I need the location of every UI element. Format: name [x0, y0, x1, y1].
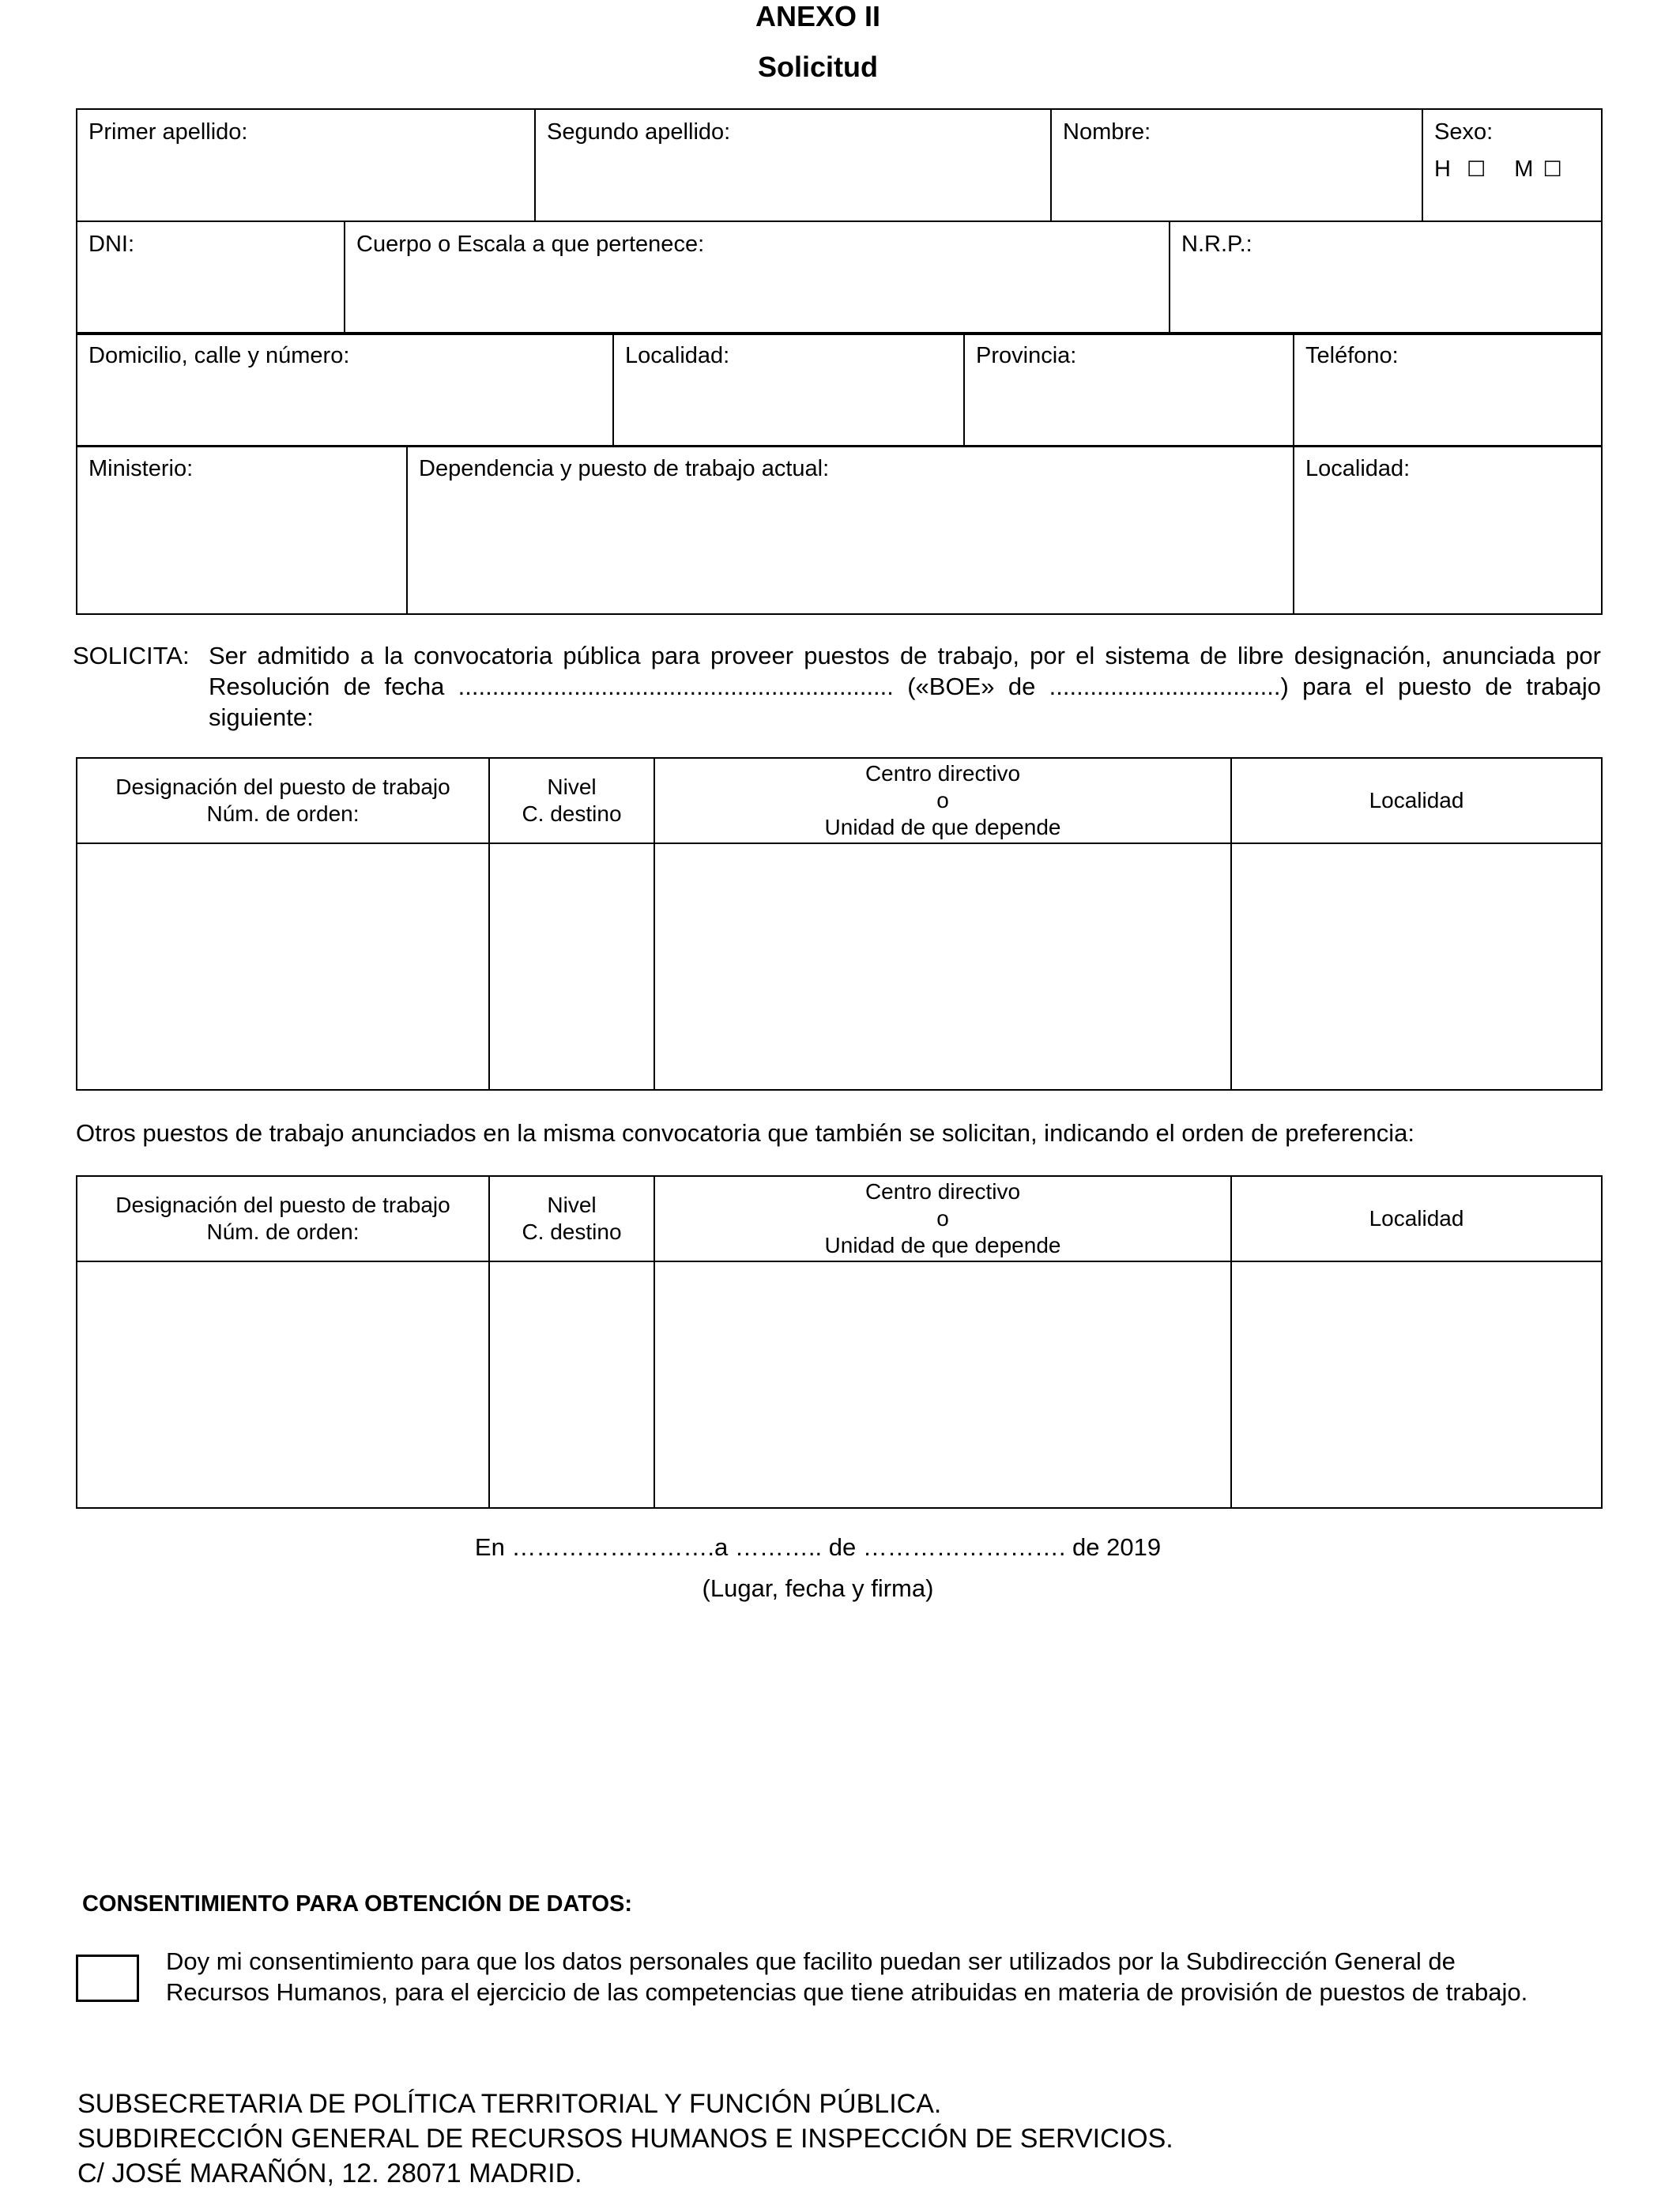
domicilio-table	[76, 332, 1603, 447]
centro-cell[interactable]	[654, 1261, 1231, 1508]
solicita-text: Ser admitido a la convocatoria pública para proveer puestos de trabajo, por el sistema de libre designación, anunciada por Resolución de fecha ................................................................ («BOE» de ..................................) para el puesto de trabajo siguiente:	[209, 642, 1601, 731]
footer-line-1: SUBSECRETARIA DE POLÍTICA TERRITORIAL Y FUNCIÓN PÚBLICA.	[77, 2089, 942, 2119]
sexo-h-label: H	[1434, 156, 1451, 182]
requested-job-table	[76, 757, 1603, 1091]
sexo-label: Sexo:	[1434, 119, 1494, 145]
nombre-field[interactable]	[1051, 109, 1422, 221]
consent-text: Doy mi consentimiento para que los datos personales que facilito puedan ser utilizados por la Subdirección General de Recursos Humanos, para el ejercicio de las competencias que tiene atribuidas en materia de provisión de puestos de trabajo.	[166, 1947, 1528, 2006]
primer-apellido-field[interactable]	[77, 109, 535, 221]
primer-apellido-label: Primer apellido:	[89, 119, 248, 145]
cuerpo-field[interactable]	[345, 221, 1170, 334]
col-localidad-header	[1231, 758, 1602, 843]
footer-address	[77, 2087, 1173, 2191]
signature-caption: (Lugar, fecha y firma)	[702, 1574, 934, 1602]
designacion-cell[interactable]	[77, 1261, 489, 1508]
footer-line-3: C/ JOSÉ MARAÑÓN, 12. 28071 MADRID.	[77, 2158, 582, 2188]
ministerio-label: Ministerio:	[89, 456, 194, 481]
cuerpo-label: Cuerpo o Escala a que pertenece:	[356, 232, 705, 257]
page-subtitle: Solicitud	[758, 51, 878, 83]
col-centro-line3: Unidad de que depende	[824, 815, 1061, 839]
ministerio-table	[76, 445, 1603, 615]
nombre-label: Nombre:	[1063, 119, 1151, 145]
localidad-label: Localidad:	[625, 343, 730, 368]
telefono-label: Teléfono:	[1305, 343, 1399, 368]
localidad-cell[interactable]	[1231, 1261, 1602, 1508]
col-designacion-header	[77, 758, 489, 843]
otros-puestos-text: Otros puestos de trabajo anunciados en la misma convocatoria que también se solicitan, indicando el orden de preferencia:	[76, 1119, 1414, 1147]
col-centro-header	[654, 1176, 1231, 1261]
consent-checkbox[interactable]	[76, 1955, 139, 2002]
localidad-cell[interactable]	[1231, 843, 1602, 1090]
col-centro-line1: Centro directivo	[864, 1179, 1021, 1204]
col-designacion-line1: Designación del puesto de trabajo	[115, 775, 450, 799]
col-nivel-header	[489, 1176, 654, 1261]
provincia-field[interactable]	[964, 333, 1294, 447]
centro-cell[interactable]	[654, 843, 1231, 1090]
segundo-apellido-label: Segundo apellido:	[547, 119, 731, 145]
sexo-h-checkbox[interactable]: ☐	[1467, 157, 1486, 182]
col-designacion-line1: Designación del puesto de trabajo	[115, 1193, 450, 1217]
nrp-field[interactable]	[1170, 221, 1602, 334]
col-nivel-line1: Nivel	[547, 1193, 597, 1217]
localidad-field[interactable]	[613, 333, 964, 447]
signature-line: En …………………….a ……….. de ……………………. de 2019	[474, 1533, 1162, 1561]
dni-label: DNI:	[89, 232, 134, 257]
col-centro-line2: o	[936, 788, 949, 812]
solicita-paragraph	[73, 640, 1601, 733]
col-localidad-header	[1231, 1176, 1602, 1261]
dependencia-label: Dependencia y puesto de trabajo actual:	[419, 456, 830, 481]
annex-title: ANEXO II	[755, 0, 881, 32]
col-localidad-label: Localidad	[1369, 1206, 1464, 1231]
nrp-label: N.R.P.:	[1181, 232, 1252, 257]
localidad-actual-field[interactable]	[1294, 446, 1602, 614]
col-localidad-label: Localidad	[1369, 788, 1464, 812]
nivel-cell[interactable]	[489, 1261, 654, 1508]
col-centro-header	[654, 758, 1231, 843]
other-jobs-table	[76, 1175, 1603, 1509]
col-designacion-line2: Núm. de orden:	[206, 801, 360, 826]
dependencia-field[interactable]	[407, 446, 1294, 614]
col-centro-line2: o	[936, 1206, 949, 1231]
sexo-m-checkbox[interactable]: ☐	[1543, 157, 1562, 182]
col-nivel-line1: Nivel	[547, 775, 597, 799]
col-nivel-header	[489, 758, 654, 843]
col-designacion-header	[77, 1176, 489, 1261]
ministerio-field[interactable]	[77, 446, 407, 614]
domicilio-field[interactable]	[77, 333, 613, 447]
consent-title: CONSENTIMIENTO PARA OBTENCIÓN DE DATOS:	[82, 1891, 633, 1917]
footer-line-2: SUBDIRECCIÓN GENERAL DE RECURSOS HUMANOS E INSPECCIÓN DE SERVICIOS.	[77, 2124, 1173, 2154]
provincia-label: Provincia:	[976, 343, 1077, 368]
nivel-cell[interactable]	[489, 843, 654, 1090]
col-centro-line1: Centro directivo	[864, 761, 1021, 786]
dni-field[interactable]	[77, 221, 345, 334]
designacion-cell[interactable]	[77, 843, 489, 1090]
personal-data-table	[76, 108, 1603, 222]
col-nivel-line2: C. destino	[522, 1220, 622, 1244]
solicita-label: SOLICITA:	[73, 642, 190, 669]
col-designacion-line2: Núm. de orden:	[206, 1220, 360, 1244]
sexo-m-label: M	[1514, 156, 1534, 182]
telefono-field[interactable]	[1294, 333, 1602, 447]
sexo-field	[1422, 109, 1602, 221]
segundo-apellido-field[interactable]	[535, 109, 1051, 221]
col-nivel-line2: C. destino	[522, 801, 622, 826]
localidad-actual-label: Localidad:	[1305, 456, 1411, 481]
col-centro-line3: Unidad de que depende	[824, 1233, 1061, 1257]
cuerpo-table	[76, 221, 1603, 335]
domicilio-label: Domicilio, calle y número:	[89, 343, 350, 368]
